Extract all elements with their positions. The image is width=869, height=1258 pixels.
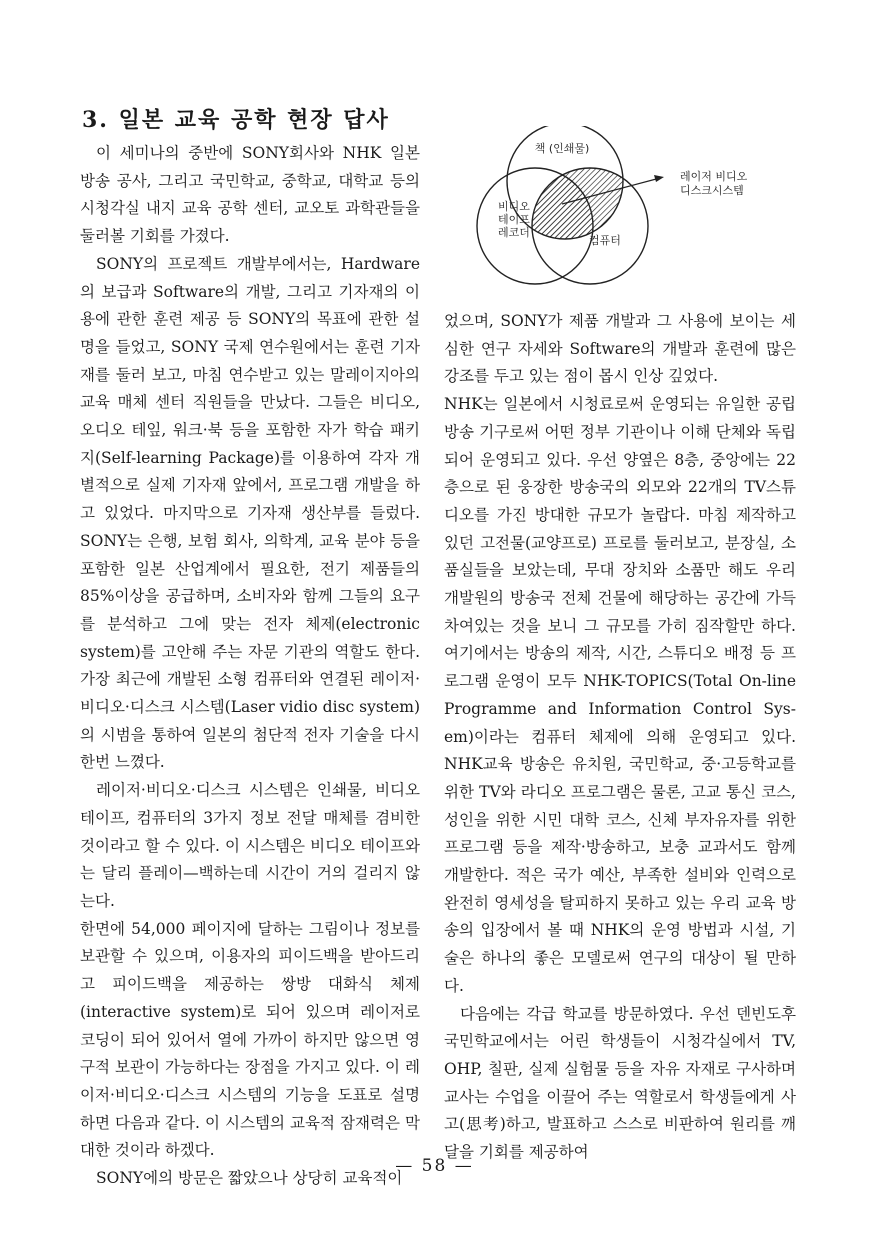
right-column	[444, 308, 796, 1167]
paragraph: 한면에 54,000 페이지에 달하는 그림이나 정보를 보관할 수 있으며, 이용자의 피이드백을 받아드리고 피이드백을 제공하는 쌍방 대화식 체제(interactive system)로 되어 있으며 레이저로 코딩이 되어 있어서 열에 가까이 하지만 않으면 영구적 보관이 가능하다는 장점을 가지고 있다. 이 레이저·비디오·디스크 시스템의 기능을 도표로 설명하면 다음과 같다. 이 시스템의 교육적 잠재력은 막대한 것이라 하겠다.	[80, 919, 420, 1160]
paragraph: 레이저·비디오·디스크 시스템은 인쇄물, 비디오 테이프, 컴퓨터의 3가지 정보 전달 매체를 겸비한 것이라고 할 수 있다. 이 시스템은 비디오 테이프와는 달리 플레이—백하는데 시간이 거의 걸리지 않는다.	[80, 781, 420, 910]
computer-label: 컴퓨터	[589, 234, 621, 247]
paragraph: SONY에의 방문은 짧았으나 상당히 교육적이	[96, 1169, 403, 1188]
paragraph: 었으며, SONY가 제품 개발과 그 사용에 보이는 세심한 연구 자세와 Software의 개발과 훈련에 많은 강조를 두고 있는 점이 몹시 인상 깊었다.	[444, 312, 796, 386]
video-label-line1: 비디오	[498, 200, 530, 213]
video-label-line2: 테이프	[498, 213, 530, 226]
page-number: — 58 —	[395, 1156, 474, 1176]
section-heading: 3. 일본 교육 공학 현장 답사	[82, 106, 390, 133]
callout-label-line1: 레이저 비디오	[680, 170, 748, 183]
paragraph: NHK는 일본에서 시청료로써 운영되는 유일한 공립 방송 기구로써 어떤 정부 기관이나 이해 단체와 독립되어 운영되고 있다. 우선 양옆은 8층, 중앙에는 22층으로 된 웅장한 방송국의 외모와 22개의 TV스튜디오를 가진 방대한 규모가 놀랍다. 마침 제작하고 있던 고전물(교양프로) 프로를 둘러보고, 분장실, 소품실들을 보았는데, 무대 장치와 소품만 해도 우리 개발원의 방송국 전체 건물에 해당하는 공간에 가득 차여있는 것을 보니 그 규모를 가히 짐작할만 하다. 여기에서는 방송의 제작, 시간, 스튜디오 배정 등 프로그램 운영이 모두 NHK-TOPICS(Total On-line Programme and Information Control Sys-em)이라는 컴퓨터 체제에 의해 운영되고 있다. NHK교육 방송은 유치원, 국민학교, 중·고등학교를 위한 TV와 라디오 프로그램은 물론, 고교 통신 코스, 성인을 위한 시민 대학 코스, 신체 부자유자를 위한 프로그램 등을 제작·방송하고, 보충 교과서도 함께 개발한다. 적은 국가 예산, 부족한 설비와 인력으로 완전히 영세성을 탈피하지 못하고 있는 우리 교육 방송의 입장에서 볼 때 NHK의 운영 방법과 시설, 기술은 하나의 좋은 모델로써 연구의 대상이 될 만하다.	[444, 395, 796, 995]
print-label: 책 (인쇄물)	[534, 142, 590, 155]
left-column	[80, 140, 420, 1193]
callout-label-line2: 디스크시스템	[680, 184, 744, 197]
paragraph: 다음에는 각급 학교를 방문하였다. 우선 덴빈도후 국민학교에서는 어린 학생들이 시청각실에서 TV, OHP, 칠판, 실제 실험물 등을 자유 자재로 구사하며 교사는 수업을 이끌어 주는 역할로서 학생들에게 사고(思考)하고, 발표하고 스스로 비판하여 원리를 깨달을 기회를 제공하여	[444, 1004, 796, 1162]
callout-arrowhead	[654, 175, 664, 182]
venn-diagram	[440, 126, 800, 306]
paragraph: SONY의 프로젝트 개발부에서는, Hardware의 보급과 Software의 개발, 그리고 기자재의 이용에 관한 훈련 제공 등 SONY의 목표에 관한 설명을 들었고, SONY 국제 연수원에서는 훈련 기자재를 둘러 보고, 마침 연수받고 있는 말레이지아의 교육 매체 센터 직원들을 만났다. 그들은 비디오, 오디오 테잎, 워크·북 등을 포함한 자가 학습 패키지(Self-learning Package)를 이용하여 각자 개별적으로 실제 기자재 앞에서, 프로그램 개발을 하고 있었다. 마지막으로 기자재 생산부를 들렀다. SONY는 은행, 보험 회사, 의학계, 교육 분야 등을 포함한 일본 산업계에서 필요한, 전기 제품들의 85%이상을 공급하며, 소비자와 함께 그들의 요구를 분석하고 그에 맞는 전자 체제(electronic system)를 고안해 주는 자문 기관의 역할도 한다. 가장 최근에 개발된 소형 컴퓨터와 연결된 레이저·비디오·디스크 시스템(Laser vidio disc system)의 시범을 통하여 일본의 첨단적 전자 기술을 다시 한번 느꼈다.	[80, 254, 420, 772]
video-label-line3: 레코더	[498, 226, 530, 239]
paragraph: 이 세미나의 중반에 SONY회사와 NHK 일본 방송 공사, 그리고 국민학교, 중학교, 대학교 등의 시청각실 내지 교육 공학 센터, 교오토 과학관들을 둘러볼 기회를 가졌다.	[80, 144, 420, 246]
